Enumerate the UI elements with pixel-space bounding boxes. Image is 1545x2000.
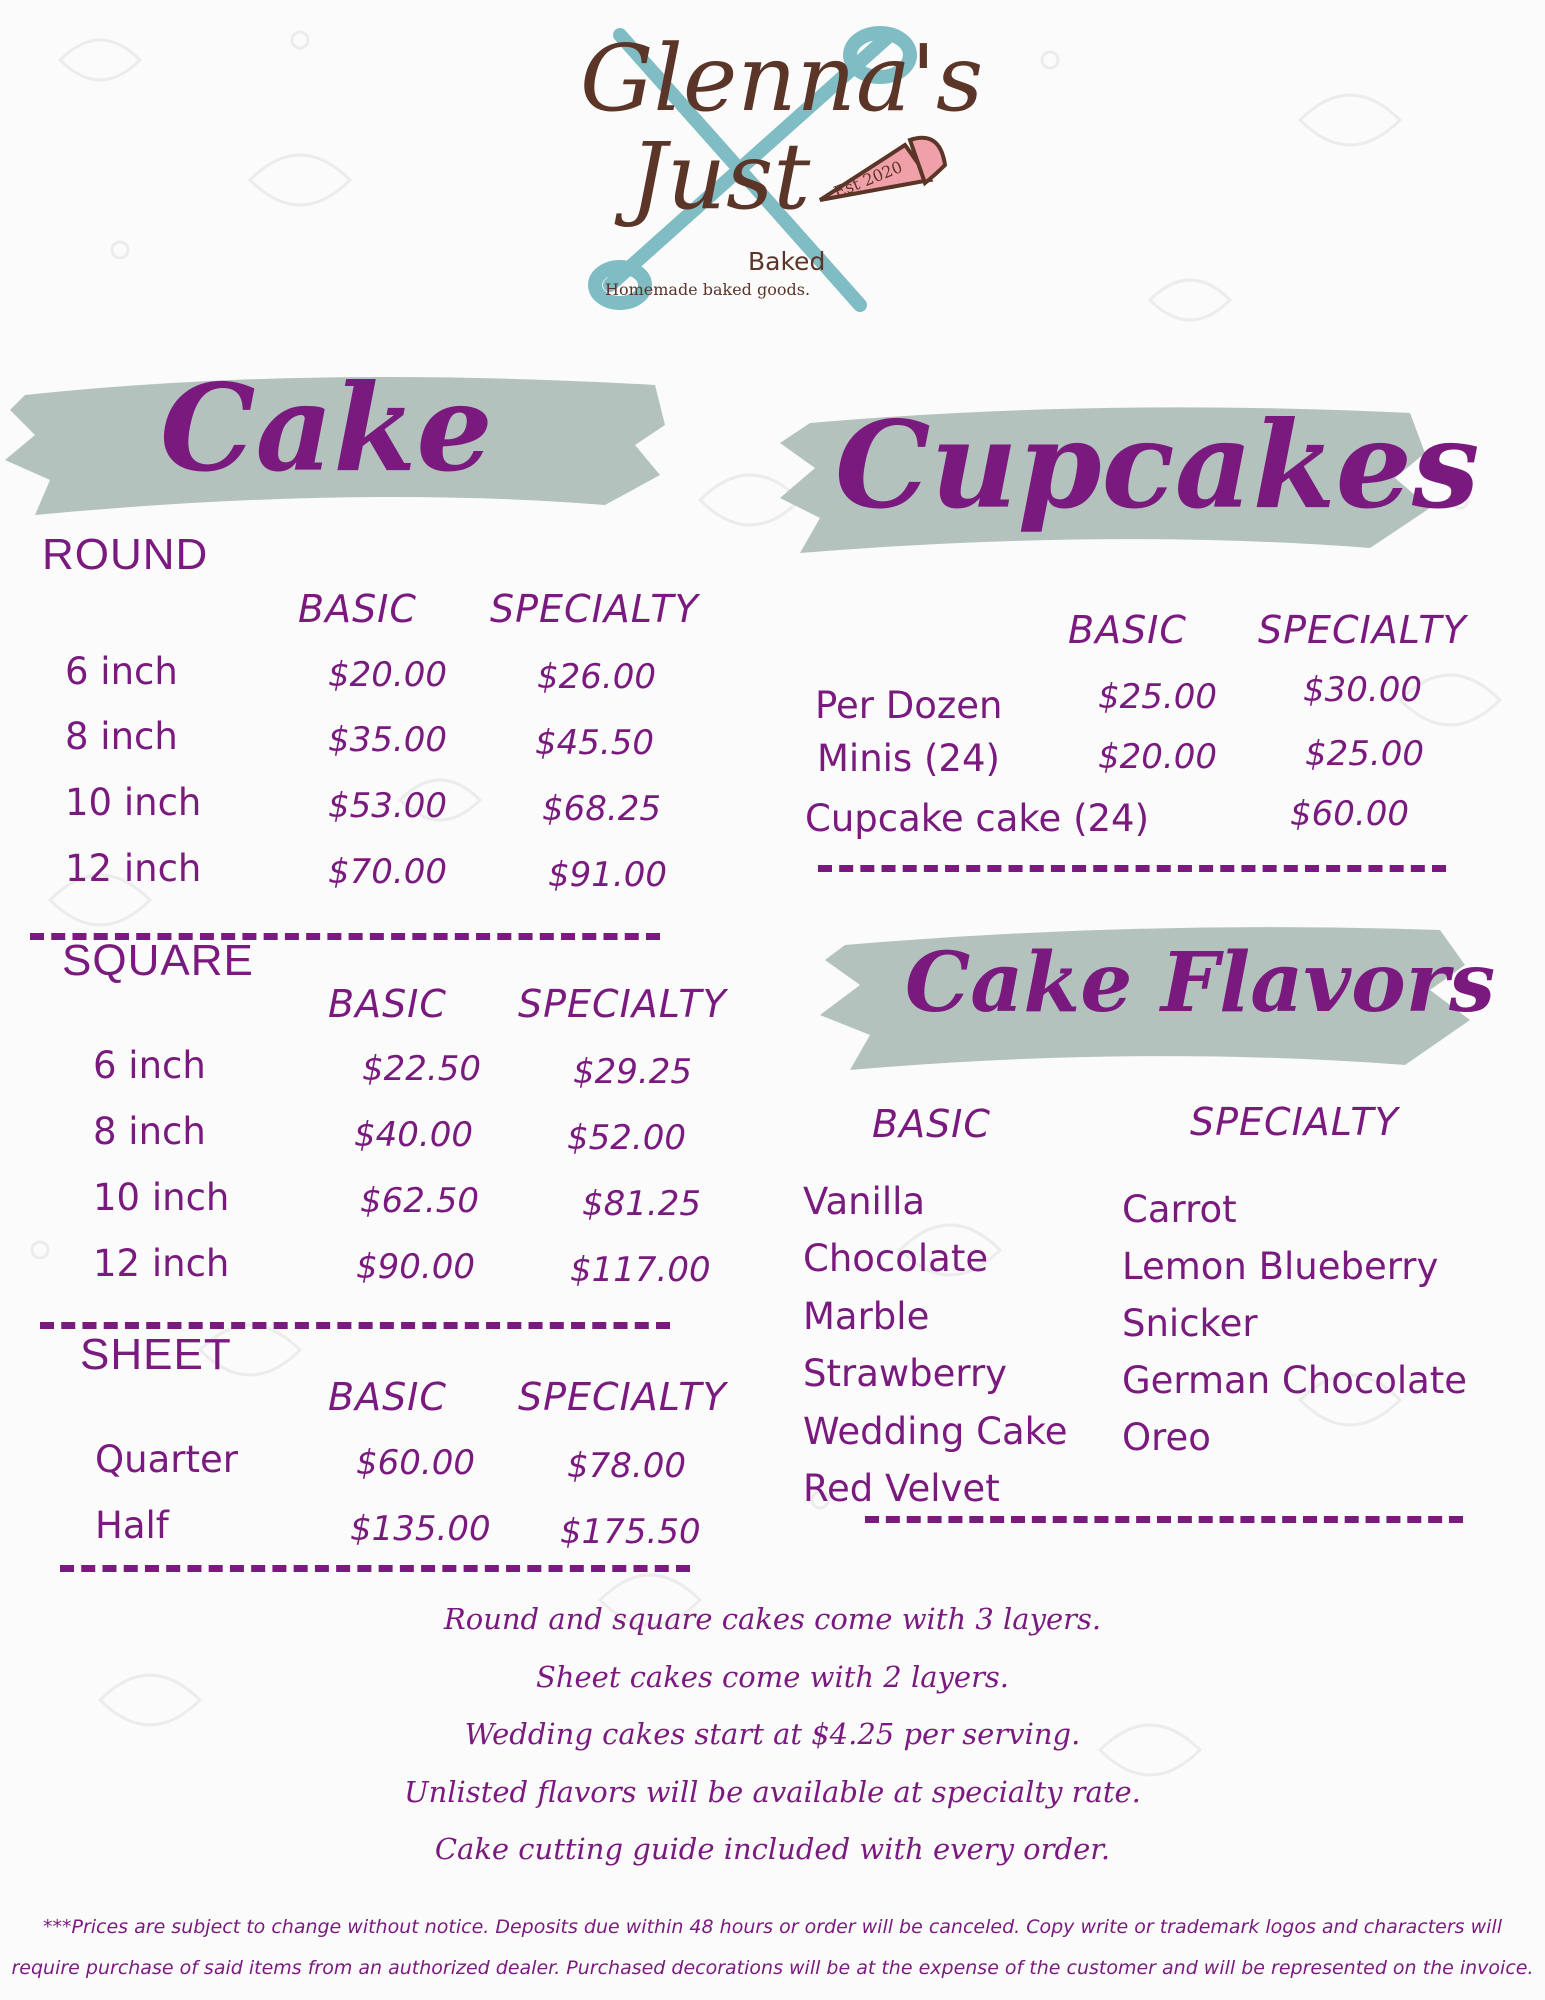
round-specialty-price: $45.50	[535, 723, 654, 763]
flavor-specialty-item: Carrot	[1122, 1188, 1237, 1231]
round-specialty-price: $68.25	[542, 789, 661, 829]
logo-name-line2: Just	[630, 123, 811, 230]
square-divider	[40, 1322, 670, 1329]
square-size: 8 inch	[93, 1110, 206, 1153]
sheet-basic-price: $135.00	[350, 1509, 491, 1549]
logo-tagline: Homemade baked goods.	[605, 280, 811, 299]
round-basic-header: BASIC	[298, 587, 417, 631]
note-line: Cake cutting guide included with every order.	[434, 1832, 1111, 1866]
round-basic-price: $35.00	[328, 720, 447, 760]
logo-baked: Baked	[748, 247, 826, 276]
flavor-basic-item: Chocolate	[803, 1237, 989, 1280]
flavor-basic-item: Vanilla	[803, 1180, 926, 1223]
sheet-basic-price: $60.00	[356, 1443, 475, 1483]
flavor-specialty-item: Oreo	[1122, 1416, 1211, 1459]
cupcakes-basic-header: BASIC	[1068, 608, 1187, 652]
square-specialty-header: SPECIALTY	[518, 982, 727, 1026]
cupcake-basic-price: $25.00	[1098, 677, 1217, 717]
round-specialty-price: $26.00	[537, 657, 656, 697]
logo	[560, 15, 984, 315]
round-size: 10 inch	[65, 781, 202, 824]
round-basic-price: $20.00	[328, 655, 447, 695]
square-specialty-price: $81.25	[582, 1184, 701, 1224]
flavor-specialty-item: Lemon Blueberry	[1122, 1245, 1439, 1288]
sheet-specialty-header: SPECIALTY	[518, 1375, 727, 1419]
sheet-heading: SHEET	[80, 1330, 232, 1379]
cupcake-item: Cupcake cake (24)	[805, 797, 1150, 840]
round-heading: ROUND	[42, 530, 209, 579]
round-size: 12 inch	[65, 847, 202, 890]
cupcake-specialty-price: $30.00	[1303, 670, 1422, 710]
flavor-specialty-item: German Chocolate	[1122, 1359, 1468, 1402]
sheet-divider	[60, 1565, 690, 1572]
round-specialty-header: SPECIALTY	[490, 587, 699, 631]
cupcake-basic-price: $20.00	[1098, 737, 1217, 777]
flavors-divider	[865, 1516, 1463, 1523]
flavors-title: Cake Flavors	[905, 935, 1496, 1031]
round-specialty-price: $91.00	[548, 855, 667, 895]
round-basic-price: $53.00	[328, 786, 447, 826]
sheet-basic-header: BASIC	[328, 1375, 447, 1419]
flavor-basic-item: Red Velvet	[803, 1467, 1000, 1510]
flavors-specialty-header: SPECIALTY	[1190, 1100, 1399, 1144]
square-basic-price: $90.00	[356, 1247, 475, 1287]
square-basic-header: BASIC	[328, 982, 447, 1026]
cake-title: Cake	[160, 358, 493, 499]
round-size: 6 inch	[65, 650, 178, 693]
flavor-basic-item: Wedding Cake	[803, 1410, 1068, 1453]
flavor-specialty-item: Snicker	[1122, 1302, 1258, 1345]
cupcake-item: Minis (24)	[817, 737, 1000, 780]
sheet-size: Quarter	[95, 1438, 238, 1481]
cupcake-specialty-price: $25.00	[1305, 734, 1424, 774]
square-basic-price: $40.00	[354, 1115, 473, 1155]
square-specialty-price: $52.00	[567, 1118, 686, 1158]
disclaimer-line: require purchase of said items from an authorized dealer. Purchased decorations will be at the expense of the customer and will be represented on the invoice.	[11, 1957, 1534, 1979]
disclaimer-line: ***Prices are subject to change without notice. Deposits due within 48 hours or order will be canceled. Copy write or trademark logos and characters will	[43, 1916, 1502, 1938]
square-heading: SQUARE	[62, 936, 254, 985]
square-specialty-price: $29.25	[573, 1052, 692, 1092]
round-size: 8 inch	[65, 715, 178, 758]
note-line: Unlisted flavors will be available at specialty rate.	[404, 1775, 1141, 1809]
note-line: Sheet cakes come with 2 layers.	[535, 1660, 1010, 1694]
sheet-specialty-price: $78.00	[567, 1446, 686, 1486]
sheet-specialty-price: $175.50	[560, 1512, 701, 1552]
flavor-basic-item: Strawberry	[803, 1352, 1008, 1395]
cupcakes-specialty-header: SPECIALTY	[1258, 608, 1467, 652]
cupcakes-title: Cupcakes	[835, 395, 1480, 536]
note-line: Round and square cakes come with 3 layers.	[443, 1602, 1102, 1636]
cupcake-cake-price: $60.00	[1290, 794, 1409, 834]
logo-name-line1: Glenna's	[580, 25, 984, 132]
square-basic-price: $62.50	[360, 1181, 479, 1221]
square-size: 10 inch	[93, 1176, 230, 1219]
cupcake-item: Per Dozen	[815, 684, 1003, 727]
flavor-basic-item: Marble	[803, 1295, 930, 1338]
square-basic-price: $22.50	[362, 1049, 481, 1089]
logo-badge: Est 2020	[831, 157, 906, 202]
sheet-size: Half	[95, 1504, 169, 1547]
square-specialty-price: $117.00	[570, 1250, 711, 1290]
flavors-basic-header: BASIC	[872, 1102, 991, 1146]
square-size: 12 inch	[93, 1242, 230, 1285]
note-line: Wedding cakes start at $4.25 per serving.	[464, 1717, 1081, 1751]
square-size: 6 inch	[93, 1044, 206, 1087]
round-basic-price: $70.00	[328, 852, 447, 892]
cupcakes-divider	[818, 865, 1446, 872]
